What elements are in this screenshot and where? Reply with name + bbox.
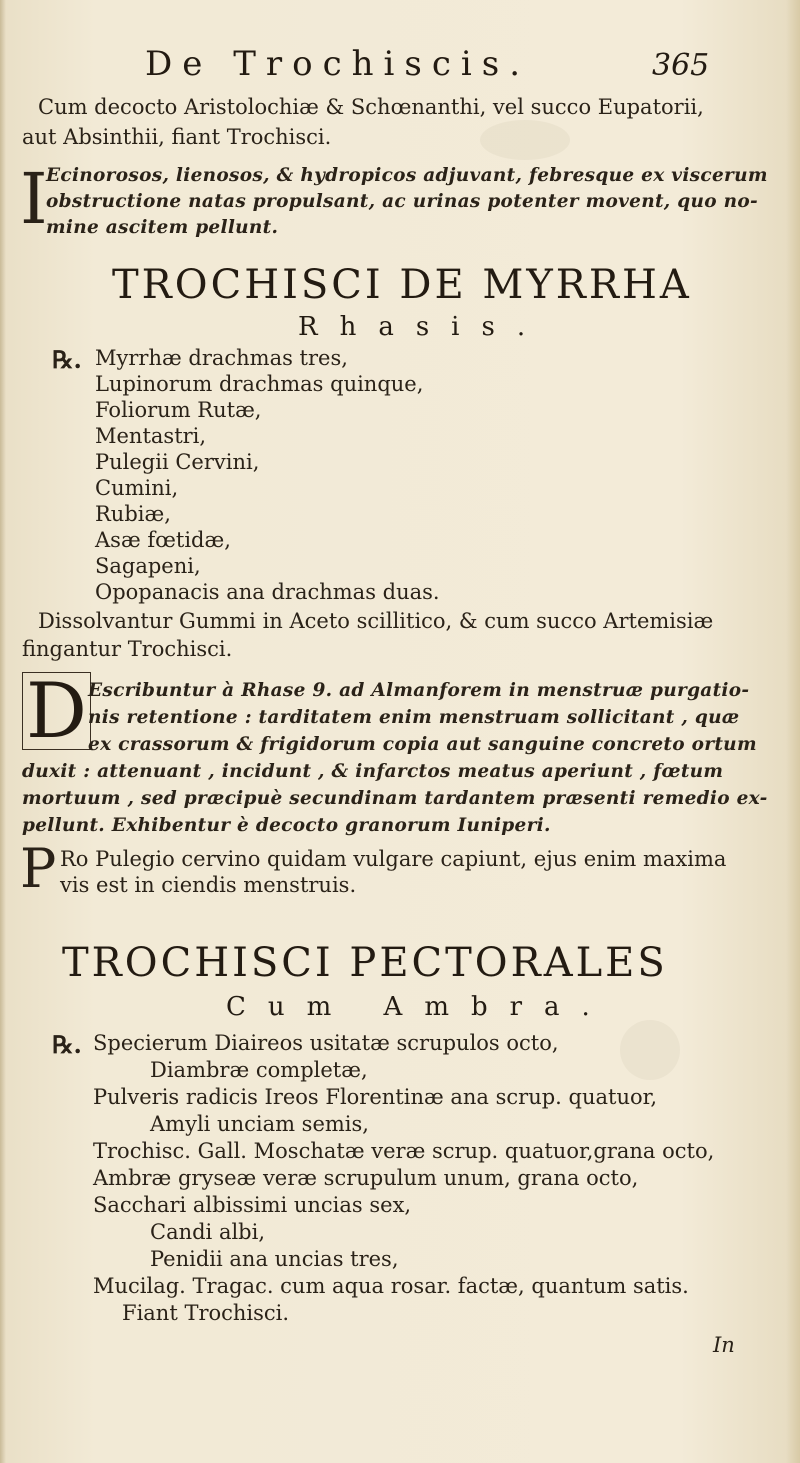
section-subtitle: Cum Ambra. xyxy=(226,992,612,1022)
ingredient: Sacchari albissimi uncias sex, xyxy=(93,1193,412,1217)
note-line: duxit : attenuant , incidunt , & infarctos meatus aperiunt , fœtum xyxy=(22,761,724,782)
note-line: ex crassorum & frigidorum copia aut sanguine concreto ortum xyxy=(88,734,757,755)
ingredient: Cumini, xyxy=(95,476,179,500)
ingredient: Diambræ completæ, xyxy=(150,1058,368,1082)
page-number: 365 xyxy=(652,48,710,83)
ingredient: Pulegii Cervini, xyxy=(95,450,260,474)
instruction-line: Dissolvantur Gummi in Aceto scillitico, & cum succo Artemisiæ xyxy=(38,609,714,633)
note-line: mortuum , sed præcipuè secundinam tardantem præsenti remedio ex- xyxy=(22,788,768,809)
ingredient: Lupinorum drachmas quinque, xyxy=(95,372,424,396)
ingredient: Asæ fœtidæ, xyxy=(95,528,231,552)
note-line: pellunt. Exhibentur è decocto granorum Iuniperi. xyxy=(22,815,551,836)
note-line: vis est in ciendis menstruis. xyxy=(60,873,357,897)
note-line: Escribuntur à Rhase 9. ad Almanforem in menstruæ purgatio- xyxy=(88,680,750,701)
ingredient: Mucilag. Tragac. cum aqua rosar. factæ, quantum satis. xyxy=(93,1274,689,1298)
drop-cap: D xyxy=(22,672,91,750)
catchword: In xyxy=(713,1333,735,1357)
note-line: Ro Pulegio cervino quidam vulgare capiunt, ejus enim maxima xyxy=(60,847,727,871)
ingredient: Myrrhæ drachmas tres, xyxy=(95,346,348,370)
note-line: Ecinorosos, lienosos, & hydropicos adjuvant, febresque ex viscerum xyxy=(46,165,768,186)
ingredient: Candi albi, xyxy=(150,1220,266,1244)
paper-stain xyxy=(620,1020,680,1080)
drop-cap: I xyxy=(20,158,48,240)
paper-stain xyxy=(480,120,570,160)
ingredient: Ambræ gryseæ veræ scrupulum unum, grana octo, xyxy=(93,1166,639,1190)
note-line: nis retentione : tarditatem enim menstruam sollicitant , quæ xyxy=(88,707,740,728)
ingredient: Rubiæ, xyxy=(95,502,171,526)
instruction-line: fingantur Trochisci. xyxy=(22,637,233,661)
ingredient: Opopanacis ana drachmas duas. xyxy=(95,580,440,604)
page-edge-right xyxy=(786,0,800,1463)
section-title: TROCHISCI PECTORALES xyxy=(62,940,668,986)
ingredient: Sagapeni, xyxy=(95,554,201,578)
recipe-symbol: ℞. xyxy=(52,345,82,374)
intro-line: aut Absinthii, fiant Trochisci. xyxy=(22,125,332,149)
ingredient: Fiant Trochisci. xyxy=(122,1301,290,1325)
section-subtitle: Rhasis. xyxy=(298,312,548,342)
page-edge-left xyxy=(0,0,6,1463)
ingredient: Foliorum Rutæ, xyxy=(95,398,262,422)
ingredient: Penidii ana uncias tres, xyxy=(150,1247,399,1271)
drop-cap: P xyxy=(20,837,57,900)
ingredient: Pulveris radicis Ireos Florentinæ ana scrup. quatuor, xyxy=(93,1085,658,1109)
intro-line: Cum decocto Aristolochiæ & Schœnanthi, vel succo Eupatorii, xyxy=(38,95,704,119)
section-title: TROCHISCI DE MYRRHA xyxy=(112,262,692,308)
running-title: De Trochiscis. xyxy=(145,44,531,84)
ingredient: Trochisc. Gall. Moschatæ veræ scrup. quatuor,grana octo, xyxy=(93,1139,715,1163)
ingredient: Specierum Diaireos usitatæ scrupulos octo, xyxy=(93,1031,559,1055)
recipe-symbol: ℞. xyxy=(52,1030,82,1059)
ingredient: Amyli unciam semis, xyxy=(150,1112,369,1136)
note-line: mine ascitem pellunt. xyxy=(46,217,279,238)
ingredient: Mentastri, xyxy=(95,424,207,448)
note-line: obstructione natas propulsant, ac urinas potenter movent, quo no- xyxy=(46,191,759,212)
